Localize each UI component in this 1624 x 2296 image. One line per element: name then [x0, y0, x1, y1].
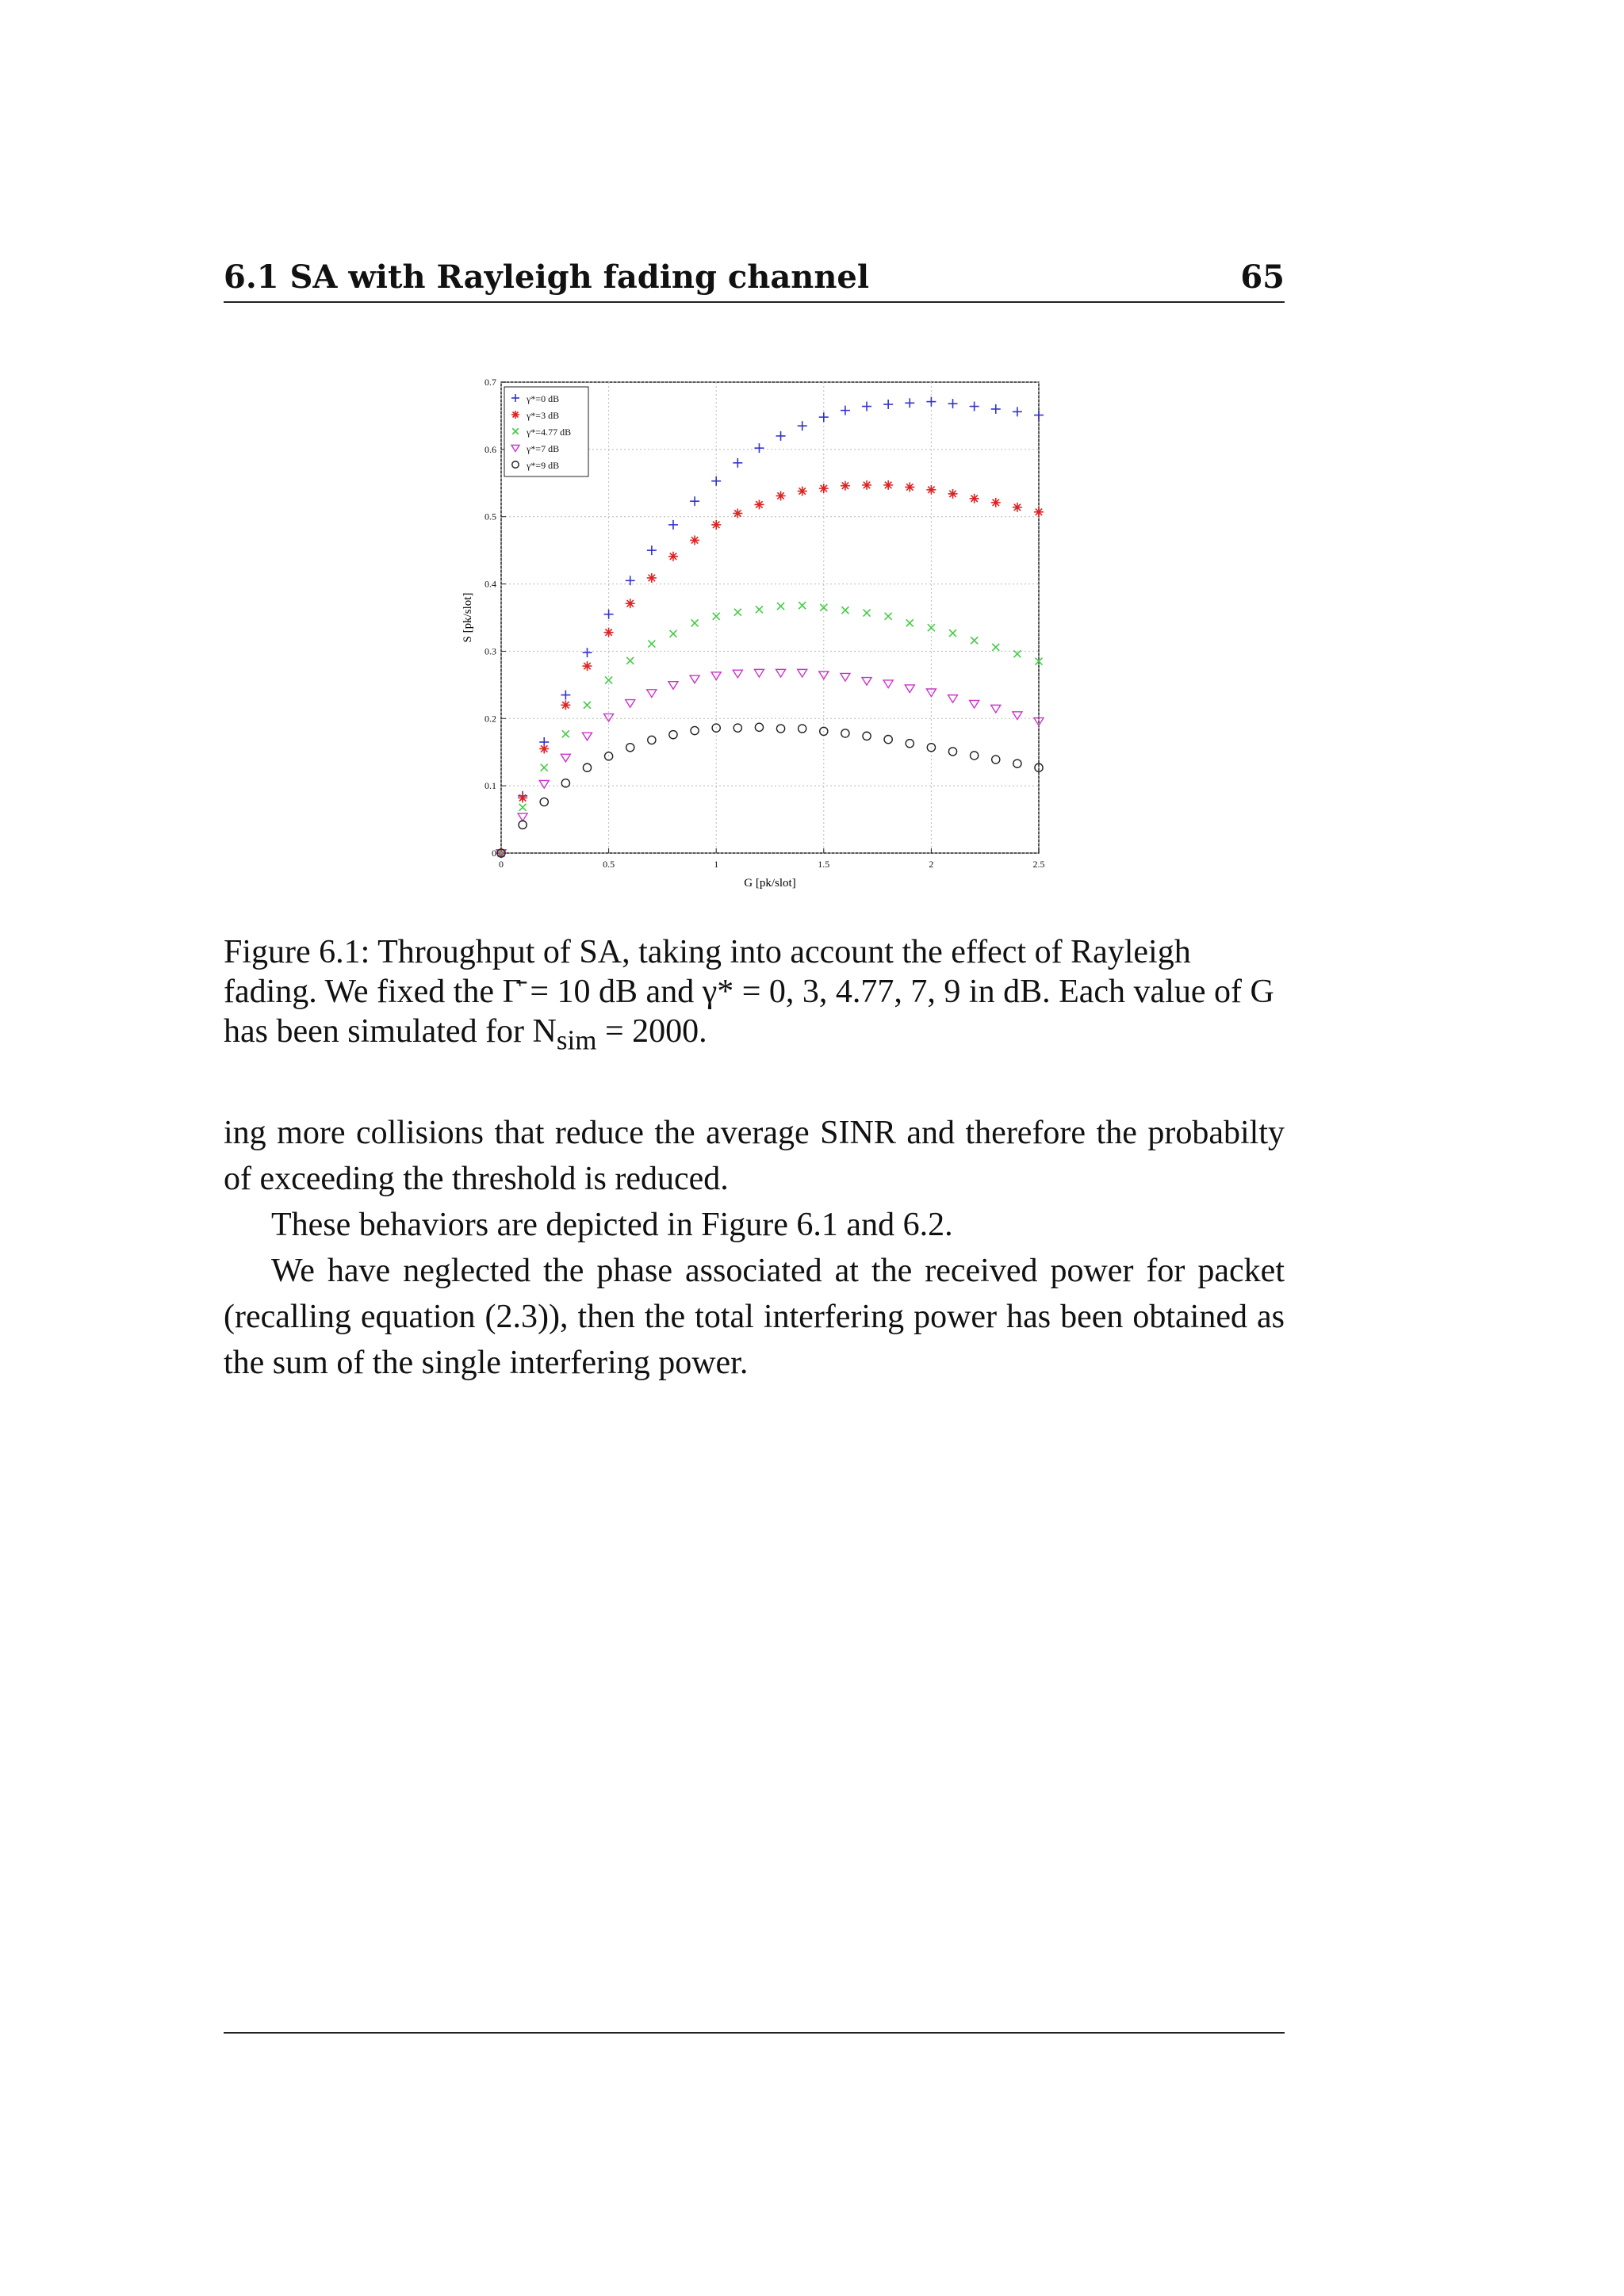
- y-tick-label: 0.1: [485, 780, 496, 792]
- header-rule: [224, 301, 1285, 303]
- x-axis-label: G [pk/slot]: [744, 877, 796, 890]
- y-tick-label: 0.2: [485, 713, 496, 725]
- x-tick-label: 0.5: [603, 859, 615, 870]
- paragraph-1: ing more collisions that reduce the average SINR and therefore the probabilty of exceeding the threshold is reduced.: [224, 1115, 1285, 1197]
- caption-label: Figure 6.1:: [224, 934, 370, 970]
- y-tick-label: 0.6: [485, 443, 496, 455]
- data-point-series-2: [1034, 507, 1044, 517]
- caption-tail: = 2000.: [596, 1013, 707, 1050]
- legend-label: γ*=0 dB: [527, 393, 560, 404]
- legend-marker: [511, 411, 519, 419]
- y-tick-label: 0.3: [485, 645, 496, 657]
- data-point-series-2: [970, 494, 979, 503]
- x-tick-label: 0: [499, 859, 504, 870]
- section-title: 6.1 SA with Rayleigh fading channel: [224, 258, 870, 296]
- caption-subscript: sim: [556, 1024, 597, 1056]
- throughput-chart: [444, 365, 1078, 912]
- body-text: [224, 1110, 1285, 1386]
- paragraph-3: We have neglected the phase associated at the received power for packet (recalling equation (2.3)), then the total interfering power has been obtained as the sum of the single interfering power.: [224, 1253, 1285, 1381]
- legend: [504, 387, 588, 476]
- legend-label: γ*=4.77 dB: [527, 427, 572, 438]
- caption-text: Throughput of SA, taking into account the effect of Rayleigh fading. We fixed the Γ̄ = 10 dB and γ* = 0, 3, 4.77, 7, 9 in dB. Each value of G has been simulated for N: [224, 934, 1274, 1050]
- y-tick-label: 0.5: [485, 511, 496, 522]
- legend-label: γ*=3 dB: [527, 410, 560, 421]
- y-tick-label: 0.7: [485, 377, 496, 388]
- y-tick-label: 0.4: [485, 578, 496, 590]
- x-tick-label: 1.5: [818, 859, 830, 870]
- y-axis-label: S [pk/slot]: [462, 592, 474, 643]
- legend-label: γ*=7 dB: [527, 443, 560, 454]
- data-point-series-2: [1013, 503, 1022, 512]
- x-tick-label: 1: [714, 859, 719, 870]
- page-number: 65: [1240, 258, 1285, 296]
- data-point-series-2: [991, 498, 1001, 507]
- x-tick-label: 2: [929, 859, 934, 870]
- y-tick-label: 0: [492, 848, 496, 859]
- figure-caption: [224, 932, 1285, 1060]
- x-tick-label: 2.5: [1032, 859, 1045, 870]
- footer-rule: [224, 2032, 1285, 2034]
- legend-label: γ*=9 dB: [527, 460, 560, 471]
- paragraph-2: These behaviors are depicted in Figure 6.1 and 6.2.: [271, 1207, 953, 1243]
